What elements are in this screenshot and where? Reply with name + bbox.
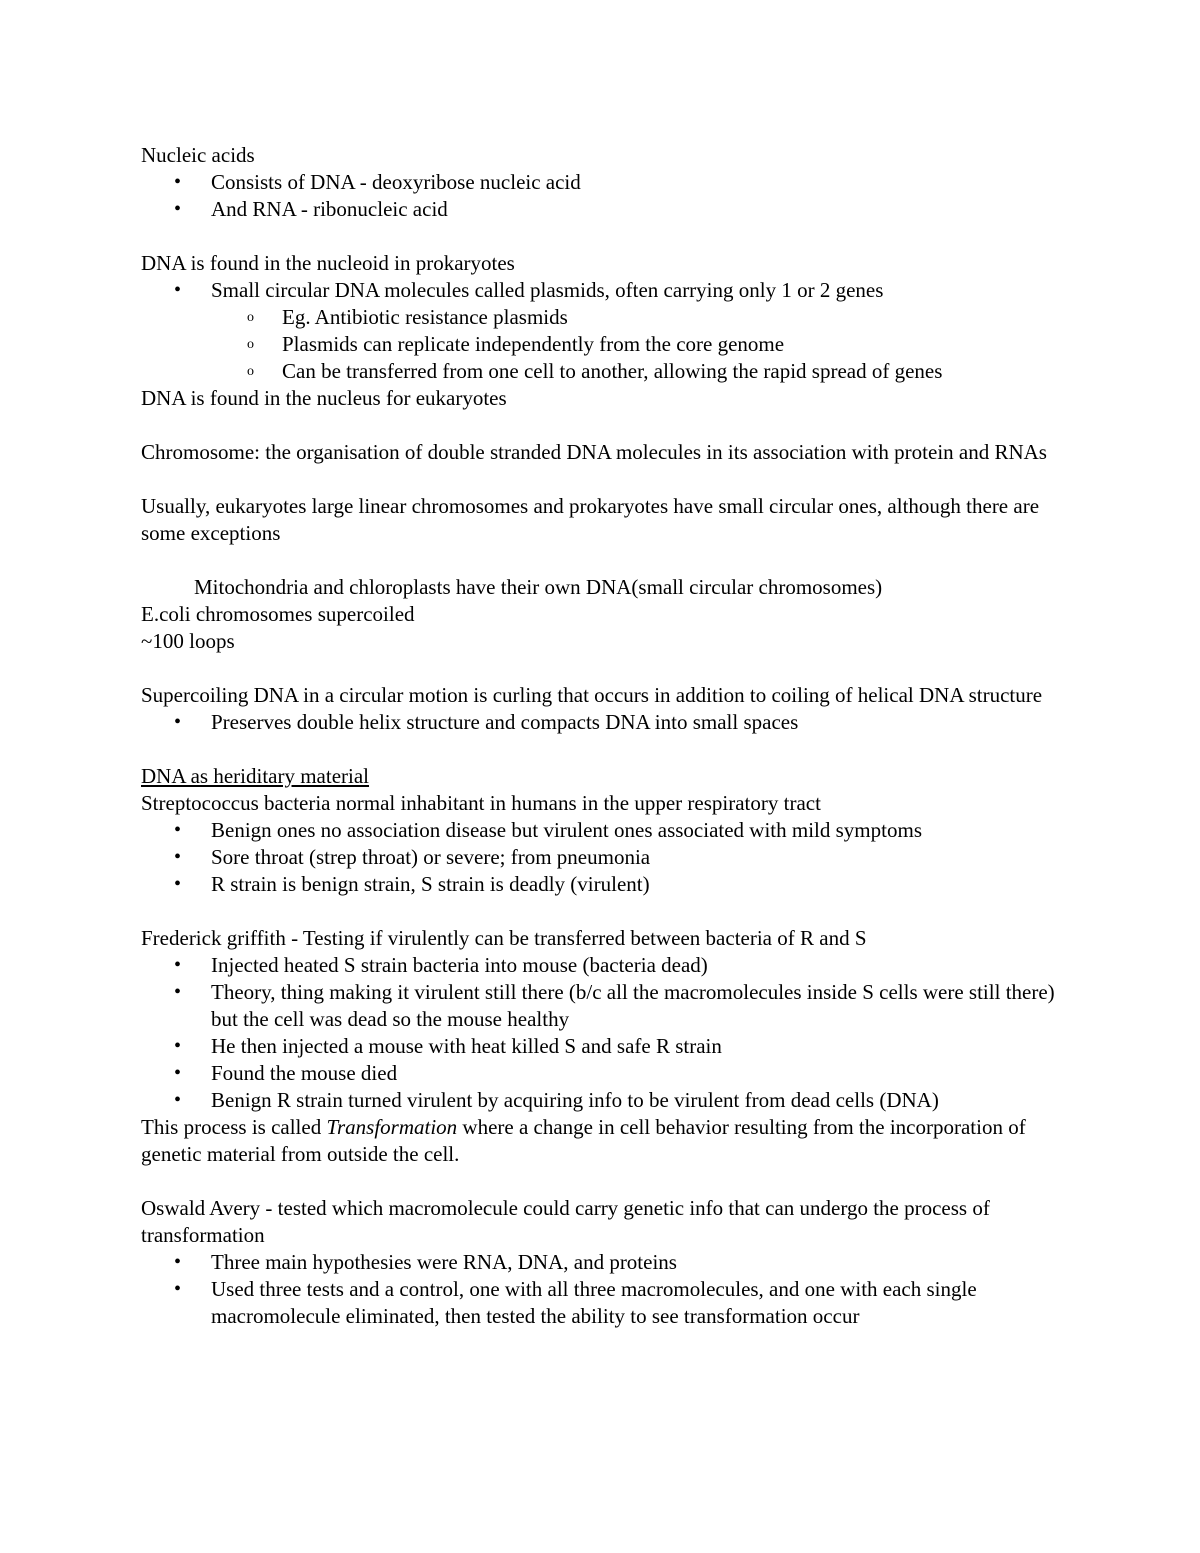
circle-bullet-icon: o [247, 310, 254, 325]
list-item-text: Three main hypothesies were RNA, DNA, and proteins [211, 1250, 677, 1274]
blank-line [141, 655, 1071, 682]
list-item-text: R strain is benign strain, S strain is deadly (virulent) [211, 872, 650, 896]
sub-list-item-text: Can be transferred from one cell to another, allowing the rapid spread of genes [282, 359, 943, 383]
streptococcus-line: Streptococcus bacteria normal inhabitant in humans in the upper respiratory tract [141, 791, 821, 815]
list-item [141, 1276, 1071, 1330]
bullet-icon: • [174, 711, 182, 733]
list-item-text: Injected heated S strain bacteria into mouse (bacteria dead) [211, 953, 708, 977]
transformation-term: Transformation [326, 1115, 458, 1139]
circle-bullet-icon: o [247, 364, 254, 379]
list-item [141, 1249, 1071, 1276]
list-item [141, 871, 1071, 898]
list-item [141, 196, 1071, 223]
bullet-icon: • [174, 1035, 182, 1057]
nucleic-acids-heading: Nucleic acids [141, 143, 255, 167]
sub-list-item-text: Plasmids can replicate independently from the core genome [282, 332, 785, 356]
blank-line [141, 466, 1071, 493]
list-item [141, 1060, 1071, 1087]
list-item-text: Preserves double helix structure and compacts DNA into small spaces [211, 710, 799, 734]
list-item-text: Theory, thing making it virulent still there (b/c all the macromolecules inside S cells were still there) but the cell was dead so the mouse healthy [211, 980, 1055, 1031]
blank-line [141, 547, 1071, 574]
list-item-text: Small circular DNA molecules called plasmids, often carrying only 1 or 2 genes [211, 278, 884, 302]
loops-line: ~100 loops [141, 629, 235, 653]
sub-list-item [141, 331, 1071, 358]
list-item-text: Found the mouse died [211, 1061, 398, 1085]
bullet-icon: • [174, 1062, 182, 1084]
transformation-text-before: This process is called [141, 1115, 327, 1139]
list-item-text: Used three tests and a control, one with all three macromolecules, and one with each single macromolecule eliminated, then tested the ability to see transformation occur [211, 1277, 977, 1328]
list-item-text: Consists of DNA - deoxyribose nucleic acid [211, 170, 581, 194]
list-item [141, 979, 1071, 1033]
blank-line [141, 223, 1071, 250]
list-item [141, 1033, 1071, 1060]
circle-bullet-icon: o [247, 337, 254, 352]
bullet-icon: • [174, 819, 182, 841]
bullet-icon: • [174, 954, 182, 976]
griffith-intro: Frederick griffith - Testing if virulently can be transferred between bacteria of R and S [141, 926, 867, 950]
sub-list-item-text: Eg. Antibiotic resistance plasmids [282, 305, 568, 329]
blank-line [141, 412, 1071, 439]
chromosome-definition: Chromosome: the organisation of double stranded DNA molecules in its association with protein and RNAs [141, 440, 1047, 464]
document-page [141, 142, 1071, 1330]
bullet-icon: • [174, 1251, 182, 1273]
blank-line [141, 736, 1071, 763]
bullet-icon: • [174, 873, 182, 895]
sub-list-item [141, 304, 1071, 331]
ecoli-line: E.coli chromosomes supercoiled [141, 602, 415, 626]
list-item-text: And RNA - ribonucleic acid [211, 197, 448, 221]
supercoiling-paragraph: Supercoiling DNA in a circular motion is curling that occurs in addition to coiling of helical DNA structure [141, 683, 1043, 707]
bullet-icon: • [174, 846, 182, 868]
bullet-icon: • [174, 279, 182, 301]
eukaryote-line: DNA is found in the nucleus for eukaryotes [141, 386, 507, 410]
bullet-icon: • [174, 1089, 182, 1111]
mitochondria-line: Mitochondria and chloroplasts have their own DNA(small circular chromosomes) [194, 575, 883, 599]
list-item-text: Benign R strain turned virulent by acquiring info to be virulent from dead cells (DNA) [211, 1088, 939, 1112]
list-item [141, 277, 1071, 304]
blank-line [141, 898, 1071, 925]
bullet-icon: • [174, 981, 182, 1003]
bullet-icon: • [174, 171, 182, 193]
list-item-text: Benign ones no association disease but virulent ones associated with mild symptoms [211, 818, 922, 842]
list-item [141, 844, 1071, 871]
heredity-heading: DNA as heriditary material [141, 764, 370, 788]
list-item-text: Sore throat (strep throat) or severe; from pneumonia [211, 845, 651, 869]
bullet-icon: • [174, 1278, 182, 1300]
prokaryote-heading: DNA is found in the nucleoid in prokaryotes [141, 251, 515, 275]
list-item-text: He then injected a mouse with heat killed S and safe R strain [211, 1034, 722, 1058]
list-item [141, 817, 1071, 844]
sub-list-item [141, 358, 1071, 385]
list-item [141, 169, 1071, 196]
blank-line [141, 1168, 1071, 1195]
avery-intro: Oswald Avery - tested which macromolecule could carry genetic info that can undergo the process of transformation [141, 1196, 990, 1247]
transformation-text-after: where a change in cell behavior resulting from the incorporation of genetic material from outside the cell. [141, 1115, 1026, 1166]
bullet-icon: • [174, 198, 182, 220]
list-item [141, 709, 1071, 736]
transformation-paragraph [141, 1114, 1071, 1168]
chromosome-shape-paragraph: Usually, eukaryotes large linear chromosomes and prokaryotes have small circular ones, although there are some exceptions [141, 494, 1040, 545]
list-item [141, 952, 1071, 979]
list-item [141, 1087, 1071, 1114]
